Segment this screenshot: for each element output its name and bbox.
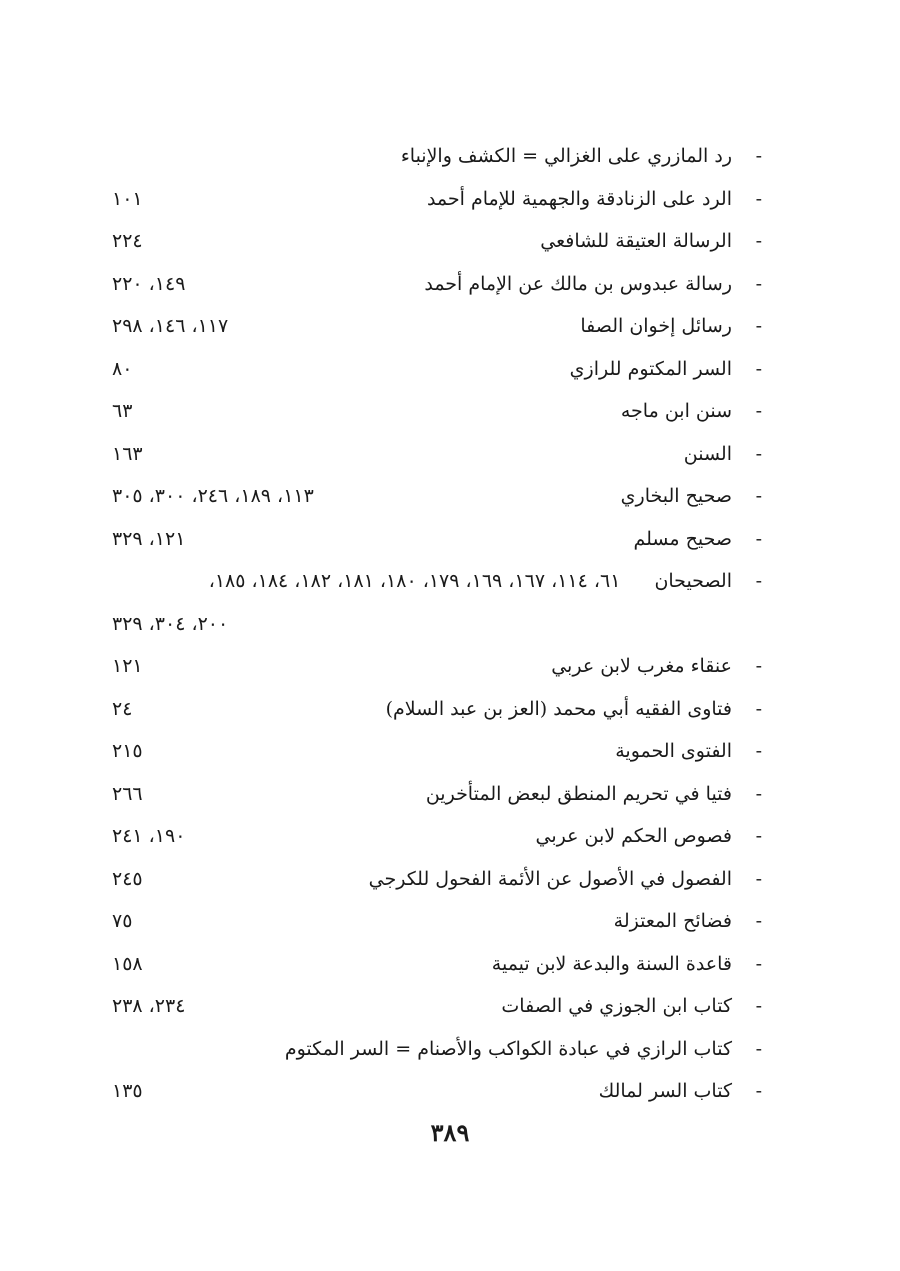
- entry-title: الصحيحان: [654, 570, 732, 592]
- entry-dash: -: [755, 740, 762, 762]
- entry-pages: ٢٣٤، ٢٣٨: [112, 995, 186, 1017]
- entry-dash: -: [755, 782, 762, 805]
- entry-title: كتاب الرازي في عبادة الكواكب والأصنام = السر المكتوم: [284, 1037, 732, 1060]
- entry-pages: ١٥٨: [112, 952, 143, 975]
- index-entry: [112, 900, 762, 943]
- entry-dash: -: [755, 1080, 762, 1102]
- entry-dash: -: [755, 570, 762, 592]
- index-entry: [112, 135, 762, 178]
- entry-dash: -: [755, 1037, 762, 1060]
- entry-pages: ٧٥: [112, 910, 133, 932]
- index-entry: [112, 773, 762, 816]
- entry-title: فضائح المعتزلة: [613, 910, 732, 932]
- entry-title: الرسالة العتيقة للشافعي: [540, 230, 732, 252]
- entry-dash: -: [755, 357, 762, 380]
- entry-pages: ١٩٠، ٢٤١: [112, 825, 186, 847]
- entry-title: صحيح مسلم: [633, 527, 732, 550]
- entry-title: سنن ابن ماجه: [620, 400, 732, 422]
- index-entry: [112, 263, 762, 306]
- index-entry: [112, 730, 762, 773]
- entry-dash: -: [755, 485, 762, 507]
- entry-dash: -: [755, 952, 762, 975]
- entry-dash: -: [755, 230, 762, 252]
- entry-pages: ١٦٣: [112, 442, 143, 465]
- entry-title: رد المازري على الغزالي = الكشف والإنباء: [400, 145, 732, 167]
- entry-pages: ١٢١: [112, 655, 143, 677]
- entry-title: قاعدة السنة والبدعة لابن تيمية: [491, 952, 732, 975]
- entry-pages: ١١٣، ١٨٩، ٢٤٦، ٣٠٠، ٣٠٥: [112, 485, 314, 507]
- entry-pages: ٢٢٤: [112, 230, 143, 252]
- entry-dash: -: [755, 697, 762, 720]
- entry-pages: ٢٤: [112, 697, 133, 720]
- entry-pages: ١٢١، ٣٢٩: [112, 527, 186, 550]
- entry-title: السر المكتوم للرازي: [569, 357, 732, 380]
- index-entry: [112, 1028, 762, 1071]
- entry-title: السنن: [683, 442, 732, 465]
- entry-dash: -: [755, 527, 762, 550]
- entry-pages-continuation: [112, 603, 762, 646]
- entry-title: رسائل إخوان الصفا: [580, 315, 732, 337]
- entry-dash: -: [755, 867, 762, 890]
- entry-pages: ١٠١: [112, 187, 143, 210]
- entry-title: كتاب السر لمالك: [598, 1080, 732, 1102]
- index-entry: [112, 518, 762, 561]
- index-entry: [112, 943, 762, 986]
- entry-pages: ١٣٥: [112, 1080, 143, 1102]
- entry-dash: -: [755, 272, 762, 295]
- entry-dash: -: [755, 400, 762, 422]
- index-entry: [112, 858, 762, 901]
- entry-title: فصوص الحكم لابن عربي: [535, 825, 732, 847]
- index-entry: [112, 220, 762, 263]
- entry-title: رسالة عبدوس بن مالك عن الإمام أحمد: [424, 272, 732, 295]
- entry-title: الرد على الزنادقة والجهمية للإمام أحمد: [426, 187, 732, 210]
- entry-title: صحيح البخاري: [620, 485, 732, 507]
- index-entry: [112, 348, 762, 391]
- entry-pages: ٦٣: [112, 400, 133, 422]
- entry-pages: ١١٧، ١٤٦، ٢٩٨: [112, 315, 229, 337]
- entry-pages: ٢٦٦: [112, 782, 143, 805]
- index-list: [112, 135, 762, 1113]
- index-entry: [112, 305, 762, 348]
- index-entry: [112, 645, 762, 688]
- entry-pages: ٦١، ١١٤، ١٦٧، ١٦٩، ١٧٩، ١٨٠، ١٨١، ١٨٢، ١٨٤، ١٨٥،: [208, 570, 621, 592]
- index-entry: [112, 815, 762, 858]
- entry-pages: ٢١٥: [112, 740, 143, 762]
- entry-title: عنقاء مغرب لابن عربي: [551, 655, 732, 677]
- index-entry: [112, 390, 762, 433]
- entry-dash: -: [755, 825, 762, 847]
- entry-pages: ٨٠: [112, 357, 133, 380]
- entry-dash: -: [755, 187, 762, 210]
- entry-title: كتاب ابن الجوزي في الصفات: [501, 995, 732, 1017]
- entry-title: فتاوى الفقيه أبي محمد (العز بن عبد السلام): [385, 697, 732, 720]
- index-entry: [112, 560, 762, 603]
- entry-dash: -: [755, 315, 762, 337]
- entry-dash: -: [755, 145, 762, 167]
- entry-title: الفصول في الأصول عن الأئمة الفحول للكرجي: [368, 867, 732, 890]
- index-entry: [112, 433, 762, 476]
- continuation-pages: ٢٠٠، ٣٠٤، ٣٢٩: [112, 612, 229, 635]
- index-entry: [112, 985, 762, 1028]
- page-number: ٣٨٩: [430, 1118, 470, 1147]
- entry-pages: ١٤٩، ٢٢٠: [112, 272, 186, 295]
- index-entry: [112, 688, 762, 731]
- entry-pages: ٢٤٥: [112, 867, 143, 890]
- entry-dash: -: [755, 442, 762, 465]
- entry-dash: -: [755, 995, 762, 1017]
- entry-title: فتيا في تحريم المنطق لبعض المتأخرين: [425, 782, 732, 805]
- entry-dash: -: [755, 655, 762, 677]
- entry-title: الفتوى الحموية: [615, 740, 732, 762]
- index-entry: [112, 1070, 762, 1113]
- index-entry: [112, 475, 762, 518]
- index-entry: [112, 178, 762, 221]
- entry-dash: -: [755, 910, 762, 932]
